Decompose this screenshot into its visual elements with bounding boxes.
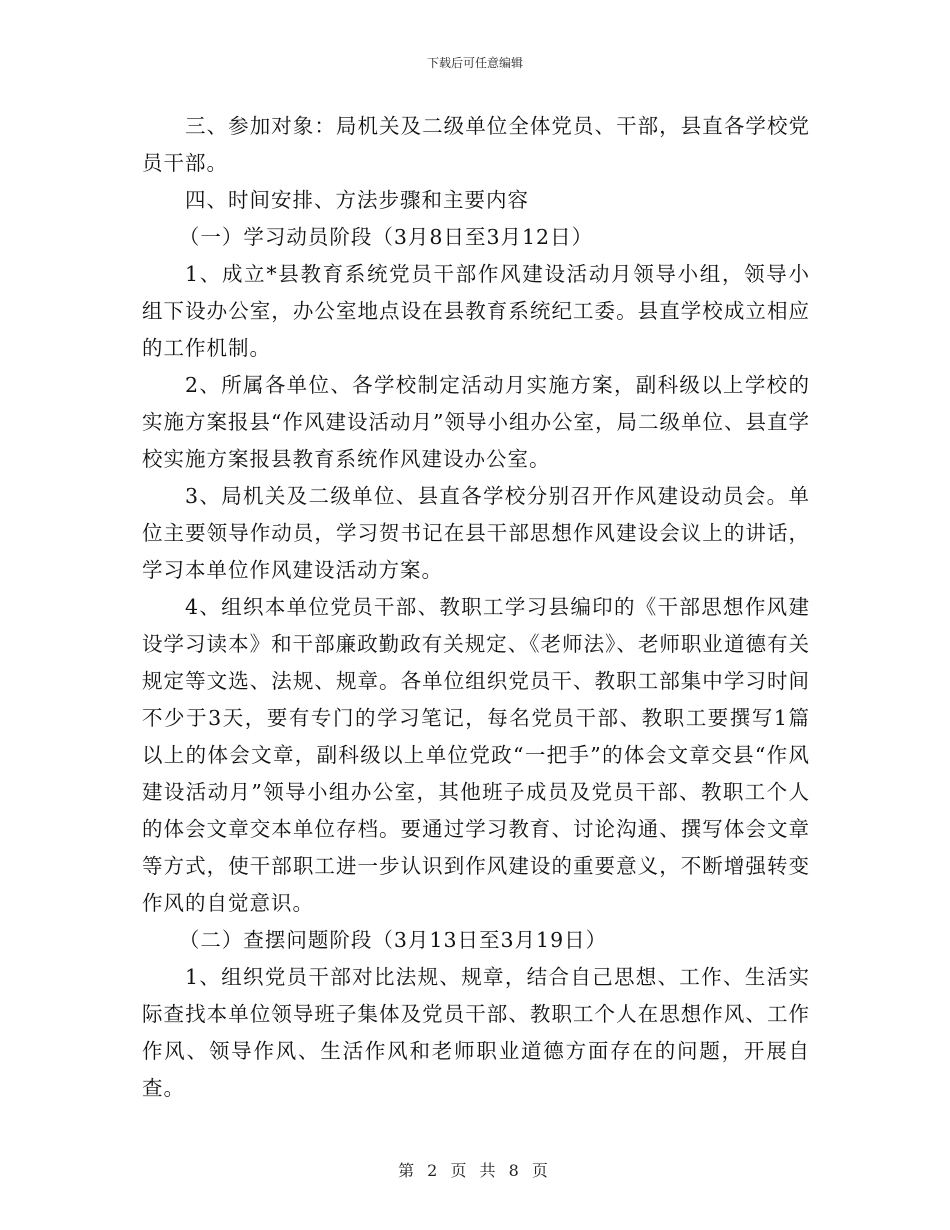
paragraph-item-3: 3、局机关及二级单位、县直各学校分别召开作风建设动员会。单位主要领导作动员，学习贺书记在县干部思想作风建设会议上的讲话，学习本单位作风建设活动方案。 [142, 484, 810, 582]
paragraph-review-item-1: 1、组织党员干部对比法规、规章，结合自己思想、工作、生活实际查找本单位领导班子集体及党员干部、教职工个人在思想作风、工作作风、领导作风、生活作风和老师职业道德方面存在的问题，开展自查。 [142, 965, 810, 1100]
section-heading-schedule: 四、时间安排、方法步骤和主要内容 [185, 188, 530, 212]
paragraph-item-2: 2、所属各单位、各学校制定活动月实施方案，副科级以上学校的实施方案报县“作风建设活动月”领导小组办公室，局二级单位、县直学校实施方案报县教育系统作风建设办公室。 [142, 373, 810, 471]
paragraph-item-4: 4、组织本单位党员干部、教职工学习县编印的《干部思想作风建设学习读本》和干部廉政勤政有关规定、《老师法》、老师职业道德有关规定等文选、法规、规章。各单位组织党员干、教职工部集中学习时间不少于3天，要有专门的学习笔记，每名党员干部、教职工要撰写1篇以上的体会文章，副科级以上单位党政“一把手”的体会文章交县“作风建设活动月”领导小组办公室，其他班子成员及党员干部、教职工个人的体会文章交本单位存档。要通过学习教育、讨论沟通、撰写体会文章等方式，使干部职工进一步认识到作风建设的重要意义，不断增强转变作风的自觉意识。 [142, 595, 810, 915]
page-header: 下载后可任意编辑 [426, 56, 523, 70]
document-body [142, 108, 810, 1107]
paragraph-item-1: 1、成立*县教育系统党员干部作风建设活动月领导小组，领导小组下设办公室，办公室地点设在县教育系统纪工委。县直学校成立相应的工作机制。 [142, 262, 810, 360]
subsection-heading-study-phase: （一）学习动员阶段（3月8日至3月12日） [178, 225, 594, 249]
paragraph-participants: 三、参加对象：局机关及二级单位全体党员、干部，县直各学校党员干部。 [142, 114, 810, 175]
subsection-heading-review-phase: （二）查摆问题阶段（3月13日至3月19日） [178, 928, 608, 952]
page-number: 第 2 页 共 8 页 [398, 1161, 552, 1180]
